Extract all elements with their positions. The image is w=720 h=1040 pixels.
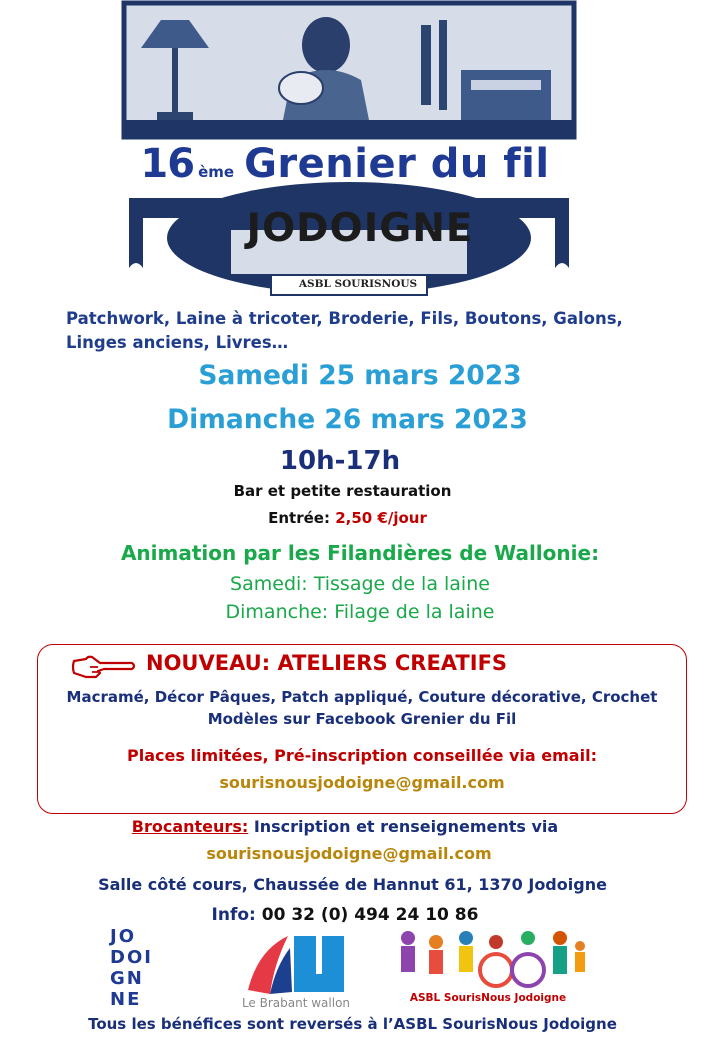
- jodoigne-logo-row: JO: [110, 926, 136, 947]
- animation-saturday: Samedi: Tissage de la laine: [230, 573, 490, 595]
- dealers-email[interactable]: sourisnousjodoigne@gmail.com: [206, 844, 492, 863]
- pointing-hand-icon: [70, 653, 136, 681]
- workshops-list: Macramé, Décor Pâques, Patch appliqué, Couture décorative, Crochet: [66, 688, 658, 706]
- city-name: JODOIGNE: [246, 206, 474, 251]
- bar-info: Bar et petite restauration: [233, 482, 452, 500]
- entry-price: 2,50 €/jour: [335, 509, 427, 527]
- dealers-info: [0, 817, 690, 836]
- date-sunday: Dimanche 26 mars 2023: [167, 404, 528, 435]
- info-phone[interactable]: 00 32 (0) 494 24 10 86: [261, 905, 479, 925]
- info-label: Info:: [211, 905, 256, 925]
- workshops-title: NOUVEAU: ATELIERS CREATIFS: [146, 651, 508, 675]
- animation-sunday: Dimanche: Filage de la laine: [225, 601, 495, 623]
- event-name: Grenier du fil: [244, 141, 550, 187]
- entry-label: Entrée:: [268, 509, 330, 527]
- items-list: Patchwork, Laine à tricoter, Broderie, Fils, Boutons, Galons, Linges anciens, Livres…: [66, 309, 623, 352]
- dealers-label: Brocanteurs:: [131, 817, 249, 836]
- jodoigne-logo-row: DOI: [110, 947, 153, 968]
- workshops-models: Modèles sur Facebook Grenier du Fil: [207, 710, 517, 728]
- footer-note: Tous les bénéfices sont reversés à l’ASBL SourisNous Jodoigne: [88, 1015, 617, 1033]
- edition-suffix: ème: [198, 163, 235, 181]
- brabant-wallon-label: Le Brabant wallon: [241, 996, 351, 1010]
- info-line: [0, 905, 690, 925]
- jodoigne-logo-row: GN: [110, 968, 144, 989]
- opening-hours: 10h-17h: [279, 446, 401, 476]
- entry-fee: [0, 509, 695, 527]
- sourisnous-logo: [388, 924, 588, 992]
- workshops-email[interactable]: sourisnousjodoigne@gmail.com: [219, 773, 505, 792]
- edition-number: 16: [140, 141, 195, 187]
- animation-title: Animation par les Filandières de Wallonie:: [120, 541, 600, 565]
- dealers-text: Inscription et renseignements via: [253, 817, 559, 836]
- jodoigne-logo-row: NE: [110, 989, 142, 1010]
- event-title: [110, 141, 580, 199]
- workshops-booking: Places limitées, Pré-inscription conseillée via email:: [127, 746, 597, 765]
- date-saturday: Samedi 25 mars 2023: [198, 360, 522, 391]
- venue-address: Salle côté cours, Chaussée de Hannut 61, 1370 Jodoigne: [98, 875, 607, 894]
- sourisnous-label: ASBL SourisNous Jodoigne: [409, 992, 567, 1004]
- jodoigne-logo: [110, 926, 180, 1012]
- organizer-banner: ASBL SOURISNOUS: [298, 278, 418, 290]
